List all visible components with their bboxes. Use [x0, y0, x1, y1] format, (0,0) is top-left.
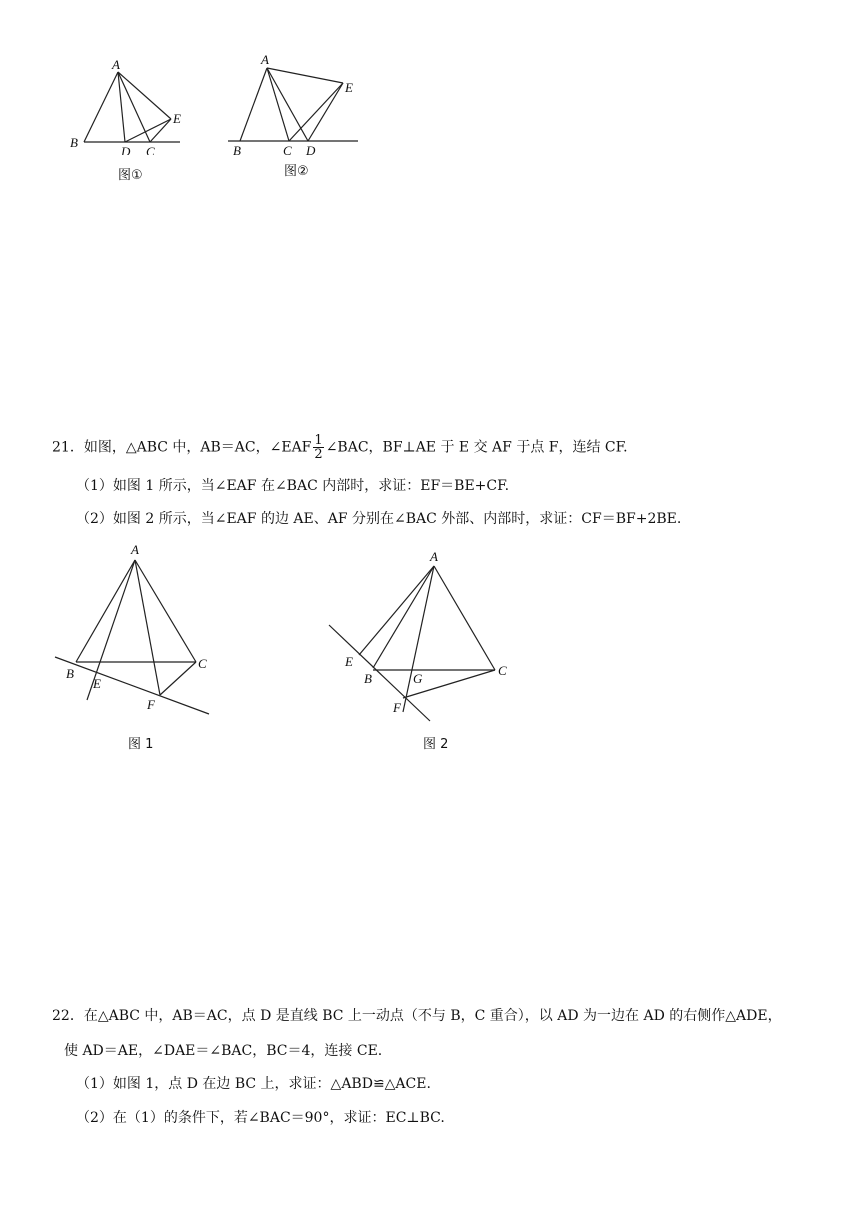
- label-b: B: [233, 143, 241, 158]
- label-b: B: [70, 135, 78, 150]
- label-a: A: [430, 549, 438, 564]
- label-c: C: [146, 144, 155, 155]
- label-c: C: [198, 656, 207, 671]
- label-g: G: [413, 671, 423, 686]
- q21-figure-2: [325, 545, 515, 725]
- q22-part1: （1）如图 1，点 D 在边 BC 上，求证：△ABD≌△ACE.: [76, 1076, 431, 1092]
- q21-part1: （1）如图 1 所示，当∠EAF 在∠BAC 内部时，求证：EF＝BE+CF.: [76, 478, 510, 494]
- figure-caption: 图 1: [128, 737, 154, 752]
- label-d: D: [121, 144, 131, 155]
- label-b: B: [364, 671, 372, 686]
- q22-statement: 22．在△ABC 中，AB＝AC，点 D 是直线 BC 上一动点（不与 B，C 重合），以 AD 为一边在 AD 的右侧作△ADE，: [52, 1008, 782, 1024]
- label-e: E: [93, 676, 101, 691]
- label-e: E: [345, 80, 353, 95]
- label-a: A: [261, 52, 269, 67]
- label-a: A: [131, 542, 139, 557]
- figure-caption: 图①: [118, 168, 143, 183]
- label-c: C: [498, 663, 507, 678]
- q22-statement-cont: 使 AD＝AE，∠DAE＝∠BAC，BC＝4，连接 CE.: [64, 1043, 383, 1059]
- label-a: A: [112, 57, 120, 72]
- q22-part2: （2）在（1）的条件下，若∠BAC＝90°，求证：EC⊥BC.: [76, 1110, 445, 1126]
- label-f: F: [393, 700, 401, 715]
- fraction-half: [313, 434, 323, 461]
- fraction-numerator: 1: [314, 433, 323, 448]
- label-e: E: [345, 654, 353, 669]
- q21-text-post: ∠BAC，BF⊥AE 于 E 交 AF 于点 F，连结 CF.: [325, 439, 628, 456]
- q21-statement: [52, 434, 628, 461]
- figure-top-1: [60, 55, 200, 155]
- q21-text-pre: 21．如图，△ABC 中，AB＝AC，∠EAF: [52, 439, 312, 456]
- label-d: D: [306, 143, 316, 158]
- label-e: E: [173, 111, 181, 126]
- figure-caption: 图 2: [423, 737, 449, 752]
- label-f: F: [147, 697, 155, 712]
- figure-top-2: [225, 50, 365, 160]
- fraction-denominator: 2: [314, 447, 323, 462]
- label-c: C: [283, 143, 292, 158]
- figure-caption: 图②: [284, 164, 309, 179]
- q21-part2: （2）如图 2 所示，当∠EAF 的边 AE、AF 分别在∠BAC 外部、内部时，求证：CF＝BF+2BE.: [76, 511, 682, 527]
- q21-figure-1: [50, 540, 215, 720]
- label-b: B: [66, 666, 74, 681]
